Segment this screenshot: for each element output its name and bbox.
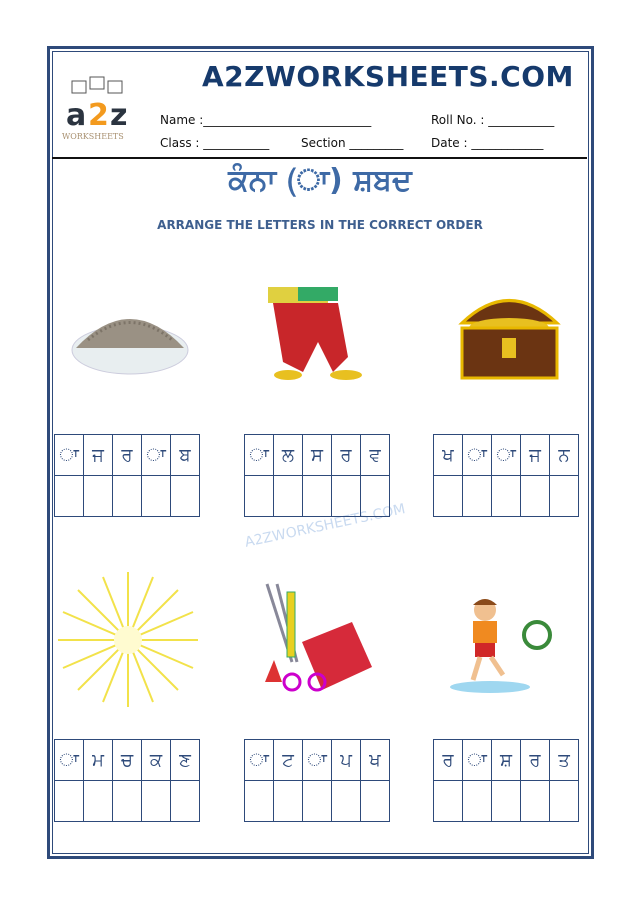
- millet-grains-image: [68, 300, 193, 380]
- class-line[interactable]: ___________: [203, 136, 270, 150]
- answer-cell[interactable]: [113, 476, 142, 517]
- firecrackers-image: [262, 582, 377, 694]
- section-line[interactable]: _________: [349, 136, 404, 150]
- answer-cell[interactable]: [492, 781, 521, 822]
- answer-row: [245, 476, 390, 517]
- answer-cell[interactable]: [142, 476, 171, 517]
- svg-text:2: 2: [88, 98, 109, 133]
- answer-row: [434, 781, 579, 822]
- roll-line[interactable]: ___________: [488, 113, 555, 127]
- svg-text:WORKSHEETS: WORKSHEETS: [62, 132, 124, 141]
- letter-cell: ਪ: [332, 740, 361, 781]
- letter-cell: ਾ: [492, 435, 521, 476]
- answer-cell[interactable]: [492, 476, 521, 517]
- answer-cell[interactable]: [55, 476, 84, 517]
- letter-cell: ਾ: [55, 435, 84, 476]
- svg-text:z: z: [110, 98, 128, 133]
- svg-text:a: a: [66, 98, 87, 133]
- date-line[interactable]: ____________: [471, 136, 544, 150]
- answer-cell[interactable]: [303, 476, 332, 517]
- letter-cell: ਮ: [84, 740, 113, 781]
- letter-puzzle-2: [244, 434, 390, 517]
- letter-puzzle-4: [54, 739, 200, 822]
- answer-cell[interactable]: [463, 781, 492, 822]
- answer-cell[interactable]: [434, 476, 463, 517]
- letter-cell: ਾ: [245, 740, 274, 781]
- letter-cell: ਰ: [113, 435, 142, 476]
- treasure-chest-image: [457, 283, 562, 383]
- letter-cell: ਾ: [142, 435, 171, 476]
- header-divider: [52, 157, 587, 159]
- answer-cell[interactable]: [113, 781, 142, 822]
- name-line[interactable]: ____________________________: [203, 113, 372, 127]
- roll-label: Roll No. :: [431, 113, 485, 127]
- answer-cell[interactable]: [55, 781, 84, 822]
- answer-cell[interactable]: [171, 476, 200, 517]
- answer-cell[interactable]: [245, 781, 274, 822]
- answer-cell[interactable]: [303, 781, 332, 822]
- answer-row: [245, 781, 390, 822]
- letter-cell: ਾ: [463, 740, 492, 781]
- letter-cell: ਨ: [550, 435, 579, 476]
- answer-cell[interactable]: [245, 476, 274, 517]
- answer-cell[interactable]: [521, 476, 550, 517]
- a2z-logo: [60, 75, 142, 143]
- salwar-pants-image: [268, 287, 368, 385]
- letter-cell: ਾ: [55, 740, 84, 781]
- scrambled-letters-row: [55, 435, 200, 476]
- answer-cell[interactable]: [550, 476, 579, 517]
- letter-puzzle-6: [433, 739, 579, 822]
- letter-cell: ਖ: [361, 740, 390, 781]
- sparkle-star-image: [58, 572, 198, 707]
- answer-cell[interactable]: [171, 781, 200, 822]
- letter-cell: ਾ: [463, 435, 492, 476]
- section-label: Section: [301, 136, 346, 150]
- answer-cell[interactable]: [274, 476, 303, 517]
- worksheet-title: ਕੰਨਾ (ਾ) ਸ਼ਬਦ: [228, 163, 412, 198]
- letter-puzzle-3: [433, 434, 579, 517]
- answer-cell[interactable]: [463, 476, 492, 517]
- answer-cell[interactable]: [84, 781, 113, 822]
- letter-puzzle-5: [244, 739, 390, 822]
- answer-row: [55, 476, 200, 517]
- letter-cell: ਜ: [521, 435, 550, 476]
- watermark: A2ZWORKSHEETS.COM: [243, 501, 407, 551]
- letter-cell: ਸ: [303, 435, 332, 476]
- letter-cell: ਜ: [84, 435, 113, 476]
- answer-cell[interactable]: [521, 781, 550, 822]
- letter-cell: ਾ: [303, 740, 332, 781]
- letter-cell: ਰ: [521, 740, 550, 781]
- scrambled-letters-row: [245, 740, 390, 781]
- boy-playing-water-image: [445, 595, 555, 695]
- letter-cell: ਸ਼: [492, 740, 521, 781]
- answer-cell[interactable]: [550, 781, 579, 822]
- letter-cell: ਰ: [434, 740, 463, 781]
- name-label: Name :: [160, 113, 204, 127]
- letter-cell: ਾ: [245, 435, 274, 476]
- date-label: Date :: [431, 136, 468, 150]
- letter-cell: ਤ: [550, 740, 579, 781]
- answer-cell[interactable]: [142, 781, 171, 822]
- scrambled-letters-row: [434, 435, 579, 476]
- site-title: A2ZWORKSHEETS.COM: [202, 60, 574, 93]
- answer-cell[interactable]: [274, 781, 303, 822]
- letter-cell: ਟ: [274, 740, 303, 781]
- answer-cell[interactable]: [332, 781, 361, 822]
- instructions: ARRANGE THE LETTERS IN THE CORRECT ORDER: [157, 218, 483, 232]
- scrambled-letters-row: [245, 435, 390, 476]
- letter-cell: ਰ: [332, 435, 361, 476]
- letter-cell: ਲ: [274, 435, 303, 476]
- answer-cell[interactable]: [361, 781, 390, 822]
- letter-cell: ਚ: [113, 740, 142, 781]
- letter-cell: ਵ: [361, 435, 390, 476]
- answer-cell[interactable]: [84, 476, 113, 517]
- letter-cell: ਖ: [434, 435, 463, 476]
- answer-cell[interactable]: [361, 476, 390, 517]
- class-label: Class :: [160, 136, 200, 150]
- answer-row: [434, 476, 579, 517]
- answer-row: [55, 781, 200, 822]
- scrambled-letters-row: [434, 740, 579, 781]
- letter-cell: ਣ: [171, 740, 200, 781]
- letter-cell: ਬ: [171, 435, 200, 476]
- answer-cell[interactable]: [434, 781, 463, 822]
- answer-cell[interactable]: [332, 476, 361, 517]
- letter-cell: ਕ: [142, 740, 171, 781]
- scrambled-letters-row: [55, 740, 200, 781]
- letter-puzzle-1: [54, 434, 200, 517]
